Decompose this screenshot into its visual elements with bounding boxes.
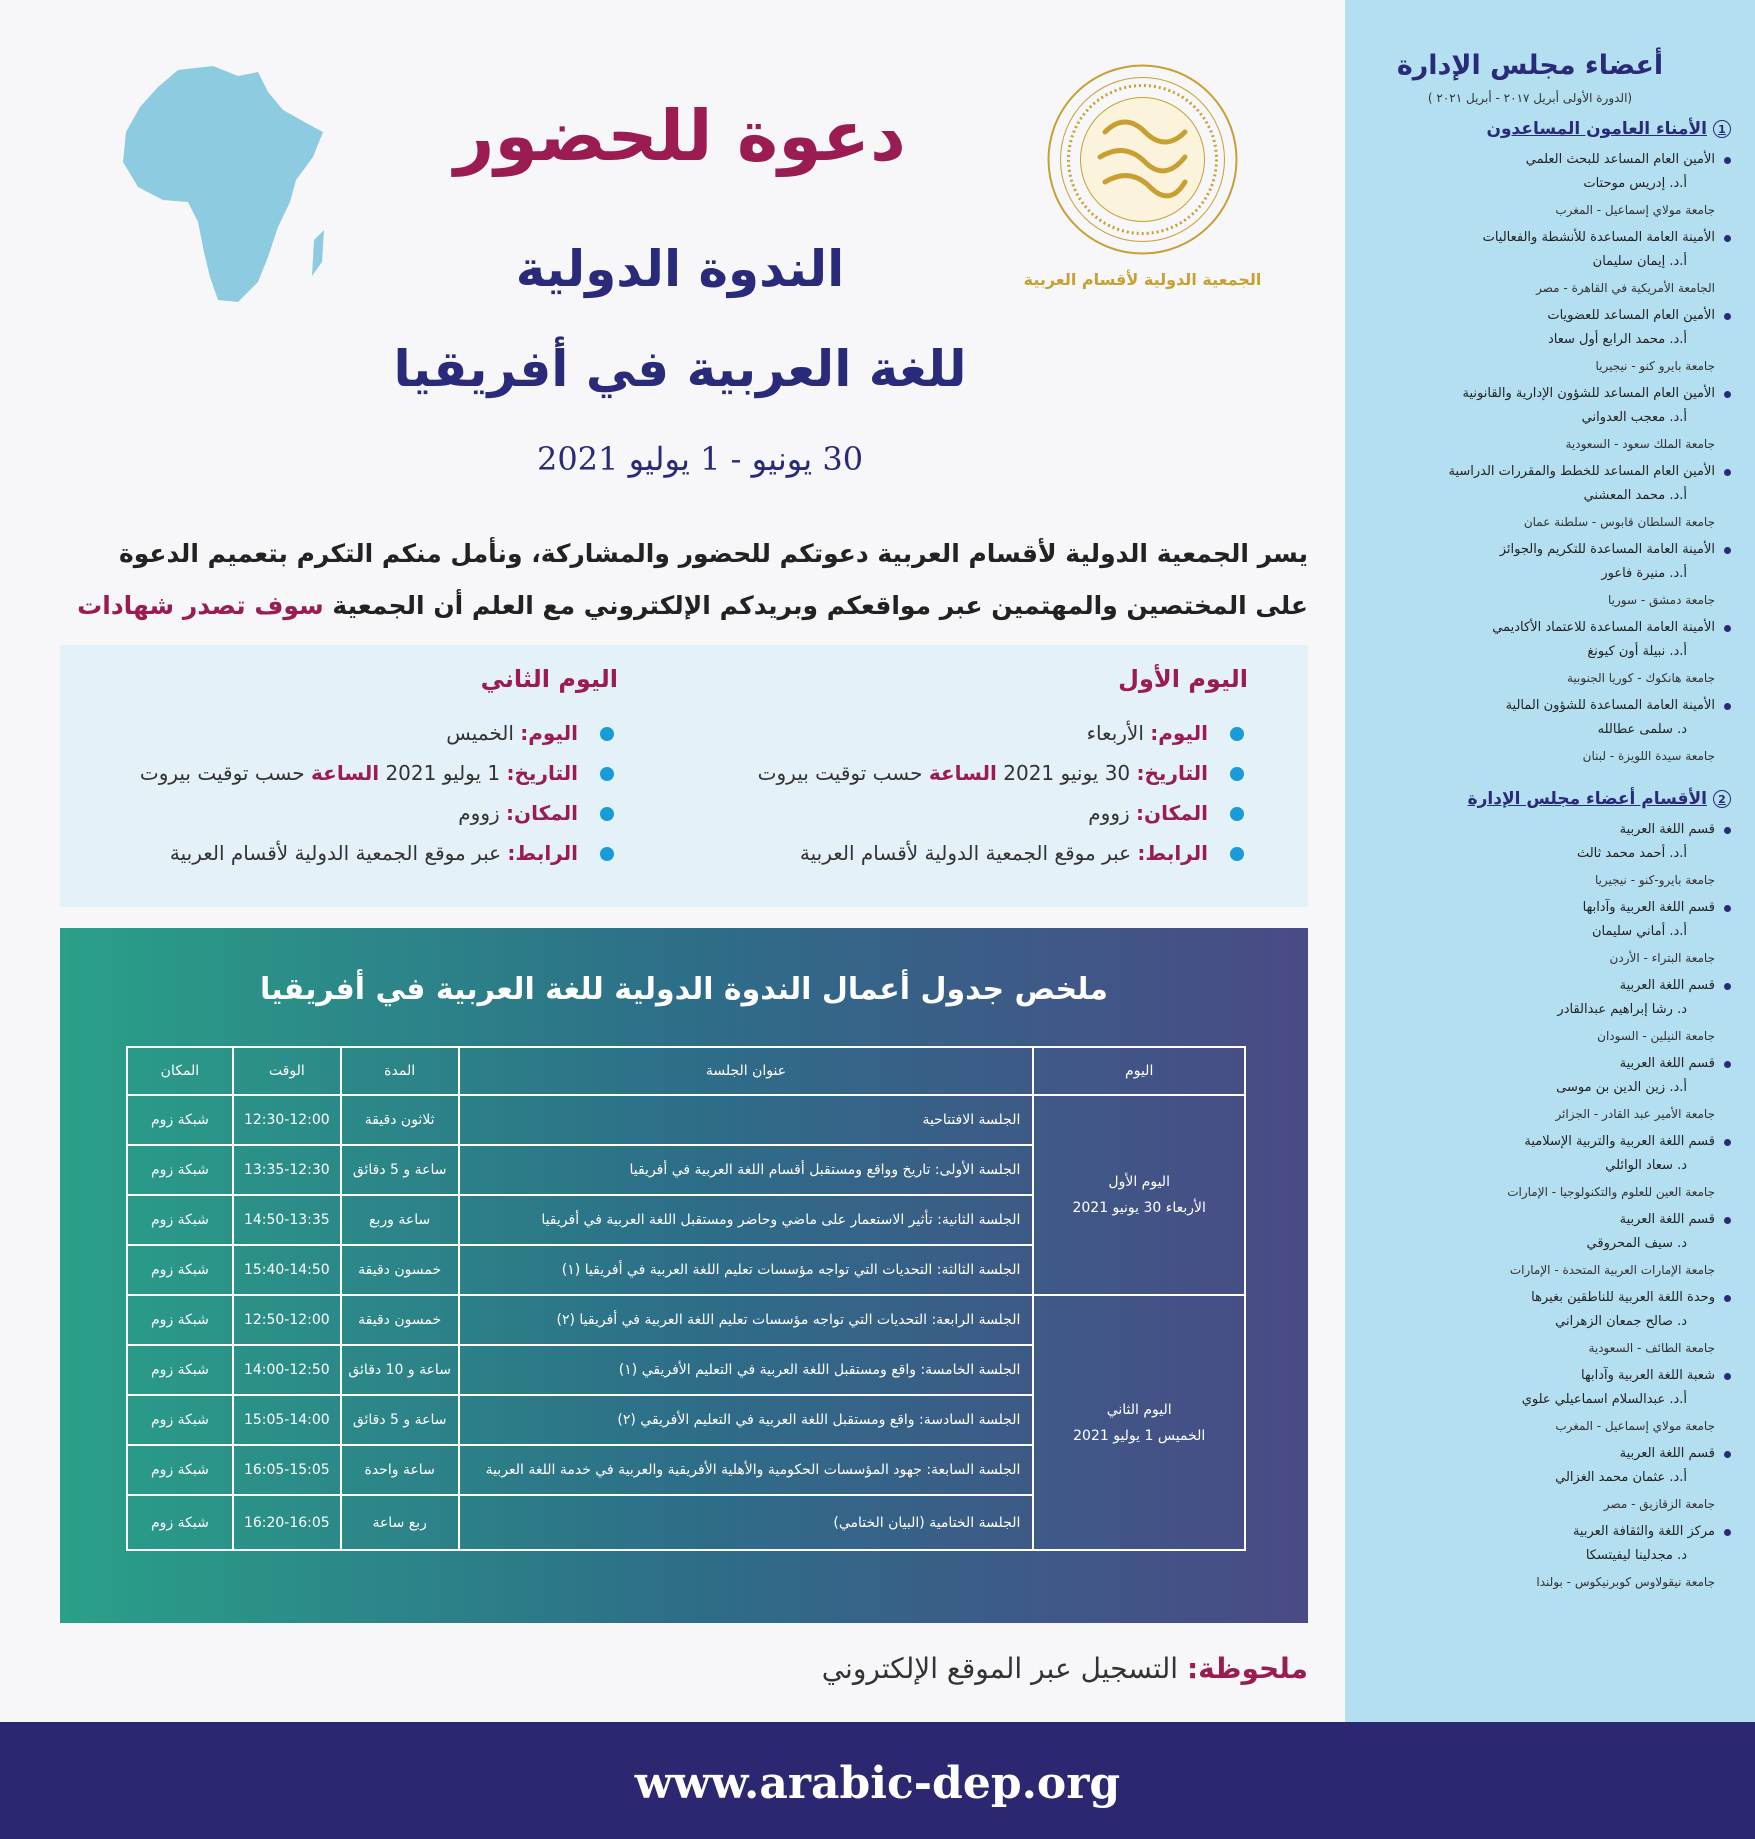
time-label: الساعة (928, 761, 997, 785)
place-label: المكان: (1136, 801, 1208, 825)
day1-link-row (688, 833, 1248, 873)
section1-list (1369, 149, 1731, 769)
member-university: جامعة البتراء - الأردن (1609, 951, 1715, 965)
link-value[interactable]: عبر موقع الجمعية الدولية لأقسام العربية (799, 841, 1132, 865)
member-university: جامعة بايرو كنو - نيجيريا (1595, 359, 1715, 373)
member-name: د. سلمى عطالله (1597, 722, 1687, 737)
session-duration: ساعة و 5 دقائق (341, 1145, 459, 1195)
section2-title: الأقسام أعضاء مجلس الإدارة (1467, 789, 1707, 809)
member-name: د. صالح جمعان الزهراني (1555, 1314, 1687, 1329)
member-university: جامعة الطائف - السعودية (1588, 1341, 1715, 1355)
day2-info (58, 665, 618, 873)
sidebar-subtitle: (الدورة الأولى أبريل ٢٠١٧ - أبريل ٢٠٢١ ) (1427, 91, 1633, 105)
association-seal-logo (1045, 62, 1240, 257)
member-university: جامعة هانكوك - كوريا الجنوبية (1566, 671, 1715, 685)
section1-title: الأمناء العامون المساعدون (1486, 119, 1707, 139)
time-label: الساعة (311, 761, 380, 785)
schedule-title: ملخص جدول أعمال الندوة الدولية للغة العربية في أفريقيا (260, 972, 1108, 1007)
member-role: قسم اللغة العربية (1369, 1443, 1731, 1465)
member-name: أ.د. إيمان سليمان (1592, 254, 1687, 269)
session-time: 14:50-13:35 (233, 1195, 341, 1245)
time-value: حسب توقيت بيروت (757, 761, 923, 785)
member-name: أ.د. أحمد محمد ثالث (1576, 846, 1687, 861)
day1-cell-date: الأربعاء 30 يونيو 2021 (1072, 1200, 1206, 1216)
member-university: جامعة الملك سعود - السعودية (1565, 437, 1715, 451)
member-role: شعبة اللغة العربية وآدابها (1369, 1365, 1731, 1387)
member-university: جامعة السلطان قابوس - سلطنة عمان (1523, 515, 1715, 529)
section1-number: 1 (1713, 120, 1731, 138)
intro-line1: يسر الجمعية الدولية لأقسام العربية دعوتكم للحضور والمشاركة، ونأمل منكم التكرم بتعميم الدعوة (118, 539, 1308, 568)
list-item (1369, 383, 1731, 457)
day2-day-row (58, 713, 618, 753)
session-place: شبكة زوم (127, 1495, 233, 1550)
link-label: الرابط: (507, 841, 578, 865)
day2-link-row (58, 833, 618, 873)
member-role: قسم اللغة العربية والتربية الإسلامية (1369, 1131, 1731, 1153)
session-time: 16:05-15:05 (233, 1445, 341, 1495)
member-university: جامعة النيلين - السودان (1597, 1029, 1715, 1043)
list-item (1369, 1131, 1731, 1205)
member-role: الأمين العام المساعد للبحث العلمي (1369, 149, 1731, 171)
session-time: 16:20-16:05 (233, 1495, 341, 1550)
list-item (1369, 1443, 1731, 1517)
list-item (1369, 1365, 1731, 1439)
member-name: أ.د. زين الدين بن موسى (1556, 1080, 1687, 1095)
col-session: عنوان الجلسة (459, 1047, 1034, 1095)
session-place: شبكة زوم (127, 1145, 233, 1195)
session-place: شبكة زوم (127, 1295, 233, 1345)
member-role: وحدة اللغة العربية للناطقين بغيرها (1369, 1287, 1731, 1309)
place-value: زووم (1088, 801, 1130, 825)
member-name: أ.د. محمد الرابع أول سعاد (1547, 332, 1687, 347)
session-duration: خمسون دقيقة (341, 1295, 459, 1345)
member-role: قسم اللغة العربية (1369, 1053, 1731, 1075)
session-title: الجلسة السابعة: جهود المؤسسات الحكومية والأهلية الأفريقية والعربية في خدمة اللغة العربية (459, 1445, 1034, 1495)
list-item (1369, 695, 1731, 769)
invitation-title: دعوة للحضور (454, 95, 906, 177)
session-place: شبكة زوم (127, 1195, 233, 1245)
member-name: أ.د. إدريس موحتات (1583, 176, 1687, 191)
day1-heading: اليوم الأول (1118, 665, 1248, 693)
member-role: قسم اللغة العربية وآدابها (1369, 897, 1731, 919)
member-name: أ.د. معجب العدواني (1581, 410, 1687, 425)
member-name: أ.د. محمد المعشني (1583, 488, 1687, 503)
member-university: جامعة الزقازيق - مصر (1603, 1497, 1715, 1511)
member-role: قسم اللغة العربية (1369, 975, 1731, 997)
member-university: جامعة دمشق - سوريا (1607, 593, 1715, 607)
list-item (1369, 819, 1731, 893)
section2-heading (1369, 789, 1731, 809)
col-day: اليوم (1033, 1047, 1245, 1095)
member-university: الجامعة الأمريكية في القاهرة - مصر (1536, 281, 1715, 295)
session-duration: ساعة و 5 دقائق (341, 1395, 459, 1445)
intro-line2-text: على المختصين والمهتمين عبر مواقعكم وبريدكم الإلكتروني مع العلم أن الجمعية (332, 591, 1308, 620)
day2-place-row (58, 793, 618, 833)
session-time: 15:40-14:50 (233, 1245, 341, 1295)
session-duration: ربع ساعة (341, 1495, 459, 1550)
list-item (1369, 1209, 1731, 1283)
day-label: اليوم: (520, 721, 578, 745)
list-item (1369, 1521, 1731, 1595)
session-title: الجلسة الختامية (البيان الختامي) (459, 1495, 1034, 1550)
col-place: المكان (127, 1047, 233, 1095)
table-row (127, 1295, 1245, 1345)
link-value[interactable]: عبر موقع الجمعية الدولية لأقسام العربية (169, 841, 502, 865)
member-name: د. رشا إبراهيم عبدالقادر (1557, 1002, 1687, 1017)
place-label: المكان: (506, 801, 578, 825)
conference-title-line1: الندوة الدولية (515, 240, 845, 298)
list-item (1369, 305, 1731, 379)
col-time: الوقت (233, 1047, 341, 1095)
list-item (1369, 461, 1731, 535)
session-duration: ساعة و 10 دقائق (341, 1345, 459, 1395)
session-title: الجلسة الرابعة: التحديات التي تواجه مؤسسات تعليم اللغة العربية في أفريقيا (٢) (459, 1295, 1034, 1345)
day1-place-row (688, 793, 1248, 833)
place-value: زووم (458, 801, 500, 825)
session-title: الجلسة السادسة: واقع ومستقبل اللغة العربية في التعليم الأفريقي (٢) (459, 1395, 1034, 1445)
section1-heading (1369, 119, 1731, 139)
session-place: شبكة زوم (127, 1395, 233, 1445)
day2-cell-date: الخميس 1 يوليو 2021 (1073, 1427, 1206, 1444)
session-time: 12:30-12:00 (233, 1095, 341, 1145)
section2-number: 2 (1713, 790, 1731, 808)
session-duration: ثلاثون دقيقة (341, 1095, 459, 1145)
list-item (1369, 227, 1731, 301)
day1-day-row (688, 713, 1248, 753)
date-value: 30 يونيو 2021 (1003, 761, 1131, 785)
member-university: جامعة الإمارات العربية المتحدة - الإمارات (1509, 1263, 1715, 1277)
member-university: جامعة مولاي إسماعيل - المغرب (1555, 1419, 1715, 1433)
session-title: الجلسة الثانية: تأثير الاستعمار على ماضي وحاضر ومستقبل اللغة العربية في أفريقيا (459, 1195, 1034, 1245)
session-time: 14:00-12:50 (233, 1345, 341, 1395)
days-info-box (60, 645, 1308, 907)
board-members-sidebar (1345, 0, 1755, 1722)
member-role: الأمين العام المساعد للعضويات (1369, 305, 1731, 327)
day1-cell-label: اليوم الأول (1108, 1174, 1170, 1190)
registration-note (60, 1652, 1308, 1685)
day-label: اليوم: (1150, 721, 1208, 745)
col-duration: المدة (341, 1047, 459, 1095)
day1-info (688, 665, 1248, 873)
list-item (1369, 149, 1731, 223)
day-value: الخميس (446, 721, 514, 745)
member-name: د. مجدلينا ليفيتسكا (1585, 1548, 1687, 1563)
date-label: التاريخ: (1136, 761, 1208, 785)
session-time: 12:50-12:00 (233, 1295, 341, 1345)
date-label: التاريخ: (506, 761, 578, 785)
member-role: الأمينة العامة المساعدة للشؤون المالية (1369, 695, 1731, 717)
member-role: قسم اللغة العربية (1369, 819, 1731, 841)
member-name: د. سيف المحروقي (1586, 1236, 1687, 1251)
day2-cell-label: اليوم الثاني (1106, 1401, 1172, 1418)
date-value: 1 يوليو 2021 (385, 761, 501, 785)
conference-title-line2: للغة العربية في أفريقيا (393, 340, 967, 398)
session-duration: ساعة واحدة (341, 1445, 459, 1495)
table-row (127, 1095, 1245, 1145)
association-name: الجمعية الدولية لأقسام العربية (1023, 270, 1262, 289)
member-name: أ.د. أماني سليمان (1591, 924, 1687, 939)
session-place: شبكة زوم (127, 1095, 233, 1145)
member-university: جامعة الأمير عبد القادر - الجزائر (1555, 1107, 1715, 1121)
list-item (1369, 1287, 1731, 1361)
member-university: جامعة سيدة اللويزة - لبنان (1582, 749, 1715, 763)
member-role: مركز اللغة والثقافة العربية (1369, 1521, 1731, 1543)
session-place: شبكة زوم (127, 1445, 233, 1495)
member-role: الأمينة العامة المساعدة للتكريم والجوائز (1369, 539, 1731, 561)
footer-bar (0, 1722, 1755, 1839)
day-value: الأربعاء (1086, 721, 1144, 745)
day1-cell (1033, 1095, 1245, 1295)
day1-date-row (688, 753, 1248, 793)
member-role: الأمين العام المساعد للشؤون الإدارية والقانونية (1369, 383, 1731, 405)
member-university: جامعة مولاي إسماعيل - المغرب (1555, 203, 1715, 217)
session-time: 15:05-14:00 (233, 1395, 341, 1445)
member-role: قسم اللغة العربية (1369, 1209, 1731, 1231)
member-university: جامعة بايرو-كنو - نيجيريا (1594, 873, 1715, 887)
day2-date-row (58, 753, 618, 793)
member-university: جامعة نيقولاوس كوبرنيكوس - بولندا (1536, 1575, 1715, 1589)
section2-list (1369, 819, 1731, 1595)
member-university: جامعة العين للعلوم والتكنولوجيا - الإمارات (1507, 1185, 1715, 1199)
session-place: شبكة زوم (127, 1345, 233, 1395)
member-name: د. سعاد الوائلي (1605, 1158, 1687, 1173)
sidebar-title: أعضاء مجلس الإدارة (1396, 50, 1664, 81)
certificate-note: سوف تصدر شهادات (77, 591, 324, 620)
conference-dates: 30 يونيو - 1 يوليو 2021 (536, 440, 864, 478)
member-name: أ.د. نبيلة أون كيونغ (1587, 644, 1687, 659)
session-duration: ساعة وربع (341, 1195, 459, 1245)
member-role: الأمين العام المساعد للخطط والمقررات الدراسية (1369, 461, 1731, 483)
africa-map-icon (118, 62, 328, 312)
list-item (1369, 539, 1731, 613)
schedule-section (60, 928, 1308, 1623)
website-link[interactable]: www.arabic-dep.org (634, 1758, 1121, 1809)
session-title: الجلسة الأولى: تاريخ وواقع ومستقبل أقسام اللغة العربية في أفريقيا (459, 1145, 1034, 1195)
member-name: أ.د. عبدالسلام اسماعيلي علوي (1521, 1392, 1687, 1407)
note-text: التسجيل عبر الموقع الإلكتروني (821, 1652, 1187, 1685)
session-place: شبكة زوم (127, 1245, 233, 1295)
time-value: حسب توقيت بيروت (139, 761, 305, 785)
table-header-row (127, 1047, 1245, 1095)
list-item (1369, 1053, 1731, 1127)
session-time: 13:35-12:30 (233, 1145, 341, 1195)
list-item (1369, 975, 1731, 1049)
day2-heading: اليوم الثاني (480, 665, 618, 693)
session-title: الجلسة الثالثة: التحديات التي تواجه مؤسسات تعليم اللغة العربية في أفريقيا (١) (459, 1245, 1034, 1295)
day2-cell (1033, 1295, 1245, 1550)
session-title: الجلسة الخامسة: واقع ومستقبل اللغة العربية في التعليم الأفريقي (١) (459, 1345, 1034, 1395)
member-name: أ.د. منيرة فاعور (1601, 566, 1687, 581)
member-role: الأمينة العامة المساعدة للأنشطة والفعاليات (1369, 227, 1731, 249)
note-label: ملحوظة: (1186, 1652, 1308, 1685)
schedule-table (126, 1046, 1246, 1551)
session-title: الجلسة الافتتاحية (459, 1095, 1034, 1145)
list-item (1369, 897, 1731, 971)
member-name: أ.د. عثمان محمد الغزالي (1555, 1470, 1687, 1485)
member-role: الأمينة العامة المساعدة للاعتماد الأكاديمي (1369, 617, 1731, 639)
link-label: الرابط: (1137, 841, 1208, 865)
session-duration: خمسون دقيقة (341, 1245, 459, 1295)
list-item (1369, 617, 1731, 691)
